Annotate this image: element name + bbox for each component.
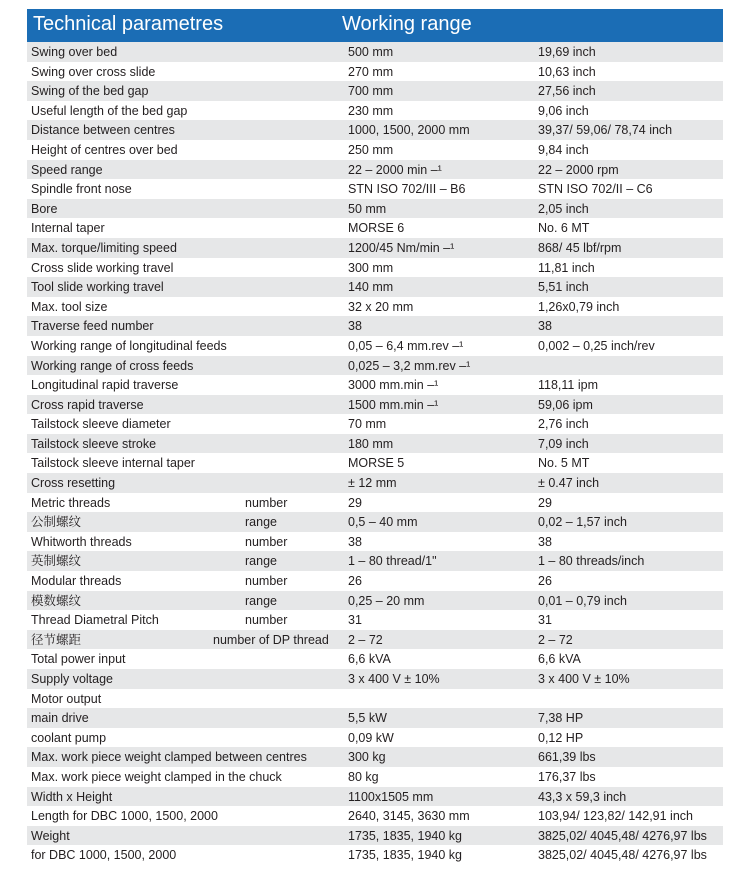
imperial-value: 103,94/ 123,82/ 142,91 inch: [538, 809, 693, 824]
row-sublabel: range: [245, 515, 277, 530]
imperial-value: 868/ 45 lbf/rpm: [538, 240, 622, 255]
metric-value: 6,6 kVA: [348, 652, 391, 667]
imperial-value: 5,51 inch: [538, 280, 589, 295]
row-label: Cross rapid traverse: [31, 397, 144, 412]
technical-parameters-table: [27, 9, 723, 865]
imperial-value: 661,39 lbs: [538, 750, 596, 765]
table-row: [27, 81, 723, 101]
row-sublabel: number: [245, 534, 288, 549]
metric-value: 1735, 1835, 1940 kg: [348, 848, 462, 863]
table-header: [27, 9, 723, 42]
table-row: [27, 649, 723, 669]
imperial-value: 0,002 – 0,25 inch/rev: [538, 338, 655, 353]
row-label: Spindle front nose: [31, 182, 132, 197]
metric-value: 32 x 20 mm: [348, 299, 414, 314]
table-row: [27, 258, 723, 278]
table-row: [27, 689, 723, 709]
imperial-value: 22 – 2000 rpm: [538, 162, 619, 177]
table-row: [27, 375, 723, 395]
row-label: Longitudinal rapid traverse: [31, 378, 179, 393]
table-row: [27, 414, 723, 434]
imperial-value: 9,84 inch: [538, 142, 589, 157]
row-label: Max. work piece weight clamped in the chuck: [31, 769, 282, 784]
imperial-value: 38: [538, 534, 552, 549]
imperial-value: 31: [538, 613, 552, 628]
row-label: Tailstock sleeve stroke: [31, 436, 157, 451]
header-working-range: Working range: [342, 13, 472, 35]
row-label: Cross slide working travel: [31, 260, 174, 275]
imperial-value: 39,37/ 59,06/ 78,74 inch: [538, 123, 673, 138]
metric-value: MORSE 6: [348, 221, 405, 236]
table-row: [27, 238, 723, 258]
metric-value: 3000 mm.min –¹: [348, 378, 439, 393]
row-label: 模数螺纹: [31, 593, 82, 608]
metric-value: 0,25 – 20 mm: [348, 593, 425, 608]
row-label: 径节螺距: [31, 632, 82, 647]
imperial-value: 29: [538, 495, 552, 510]
metric-value: 26: [348, 574, 362, 589]
row-label: Total power input: [31, 652, 126, 667]
table-row: [27, 669, 723, 689]
imperial-value: 118,11 ipm: [538, 378, 598, 393]
row-label: Traverse feed number: [31, 319, 154, 334]
imperial-value: 26: [538, 574, 552, 589]
row-label: Internal taper: [31, 221, 105, 236]
table-row: [27, 787, 723, 807]
table-row: [27, 591, 723, 611]
metric-value: 38: [348, 534, 362, 549]
row-label: Speed range: [31, 162, 103, 177]
imperial-value: 2,05 inch: [538, 201, 589, 216]
imperial-value: No. 6 MT: [538, 221, 590, 236]
row-sublabel: range: [245, 593, 277, 608]
imperial-value: 3 x 400 V ± 10%: [538, 672, 630, 686]
metric-value: MORSE 5: [348, 456, 405, 471]
table-row: [27, 708, 723, 728]
table-row: [27, 218, 723, 238]
metric-value: 31: [348, 613, 362, 628]
row-label: 英制螺纹: [31, 554, 82, 569]
table-row: [27, 297, 723, 317]
metric-value: 1100x1505 mm: [348, 789, 434, 804]
row-label: Supply voltage: [31, 672, 114, 686]
metric-value: 29: [348, 495, 362, 510]
row-sublabel: number: [245, 495, 288, 510]
imperial-value: 3825,02/ 4045,48/ 4276,97 lbs: [538, 848, 707, 863]
metric-value: 250 mm: [348, 142, 394, 157]
row-sublabel: number of DP thread: [213, 632, 329, 647]
row-label: Working range of cross feeds: [31, 358, 194, 373]
table-row: [27, 316, 723, 336]
table-row: [27, 551, 723, 571]
row-label: Whitworth threads: [31, 534, 132, 549]
metric-value: 2 – 72: [348, 632, 383, 647]
metric-value: 700 mm: [348, 84, 394, 99]
table-body: [27, 42, 723, 865]
table-row: [27, 453, 723, 473]
imperial-value: 19,69 inch: [538, 45, 596, 59]
row-label: 公制螺纹: [31, 515, 82, 530]
imperial-value: 0,12 HP: [538, 730, 584, 745]
metric-value: 500 mm: [348, 45, 394, 59]
table-row: [27, 473, 723, 493]
row-label: Width x Height: [31, 789, 113, 804]
metric-value: 3 x 400 V ± 10%: [348, 672, 440, 686]
table-row: [27, 140, 723, 160]
imperial-value: ± 0.47 inch: [538, 476, 600, 491]
imperial-value: 3825,02/ 4045,48/ 4276,97 lbs: [538, 828, 707, 843]
row-label: Tailstock sleeve internal taper: [31, 456, 195, 471]
imperial-value: 7,09 inch: [538, 436, 589, 451]
row-sublabel: number: [245, 574, 288, 589]
table-row: [27, 101, 723, 121]
metric-value: 0,05 – 6,4 mm.rev –¹: [348, 338, 464, 353]
row-label: Weight: [31, 828, 70, 843]
imperial-value: 0,01 – 0,79 inch: [538, 593, 627, 608]
metric-value: 22 – 2000 min –¹: [348, 162, 442, 177]
imperial-value: 176,37 lbs: [538, 769, 596, 784]
metric-value: 0,025 – 3,2 mm.rev –¹: [348, 358, 471, 373]
row-label: Max. torque/limiting speed: [31, 240, 177, 255]
table-row: [27, 42, 723, 62]
metric-value: 230 mm: [348, 103, 394, 118]
imperial-value: 38: [538, 319, 552, 334]
imperial-value: 7,38 HP: [538, 711, 584, 726]
row-label: Thread Diametral Pitch: [31, 613, 159, 628]
table-row: [27, 434, 723, 454]
imperial-value: 43,3 x 59,3 inch: [538, 789, 627, 804]
table-row: [27, 767, 723, 787]
imperial-value: 0,02 – 1,57 inch: [538, 515, 627, 530]
row-label: Cross resetting: [31, 476, 116, 491]
imperial-value: 6,6 kVA: [538, 652, 581, 667]
metric-value: STN ISO 702/III – B6: [348, 182, 466, 197]
table-row: [27, 356, 723, 376]
metric-value: 1000, 1500, 2000 mm: [348, 123, 470, 138]
row-label: Useful length of the bed gap: [31, 103, 188, 118]
row-sublabel: number: [245, 613, 288, 628]
table-row: [27, 806, 723, 826]
table-row: [27, 199, 723, 219]
metric-value: 5,5 kW: [348, 711, 387, 726]
table-row: [27, 160, 723, 180]
metric-value: 50 mm: [348, 201, 387, 216]
row-label: Max. tool size: [31, 299, 108, 314]
imperial-value: 2,76 inch: [538, 417, 589, 432]
row-label: main drive: [31, 711, 89, 726]
table-row: [27, 336, 723, 356]
metric-value: 300 kg: [348, 750, 386, 765]
row-label: Tailstock sleeve diameter: [31, 417, 171, 432]
row-label: Max. work piece weight clamped between centres: [31, 750, 307, 765]
imperial-value: 10,63 inch: [538, 64, 596, 79]
table-row: [27, 532, 723, 552]
table-row: [27, 747, 723, 767]
row-label: Height of centres over bed: [31, 142, 178, 157]
metric-value: 1 – 80 thread/1": [348, 554, 437, 569]
table-row: [27, 571, 723, 591]
table-row: [27, 395, 723, 415]
metric-value: 180 mm: [348, 436, 394, 451]
header-technical-parametres: Technical parametres: [33, 13, 224, 35]
metric-value: 300 mm: [348, 260, 394, 275]
row-label: Working range of longitudinal feeds: [31, 338, 227, 353]
table-row: [27, 826, 723, 846]
table-row: [27, 179, 723, 199]
row-label: Swing over bed: [31, 45, 118, 59]
table-row: [27, 493, 723, 513]
metric-value: 140 mm: [348, 280, 394, 295]
row-label: Distance between centres: [31, 123, 175, 138]
imperial-value: 59,06 ipm: [538, 397, 593, 412]
metric-value: 2640, 3145, 3630 mm: [348, 809, 470, 824]
row-label: Modular threads: [31, 574, 122, 589]
imperial-value: No. 5 MT: [538, 456, 590, 471]
table-row: [27, 277, 723, 297]
row-label: Swing of the bed gap: [31, 84, 149, 99]
table-row: [27, 845, 723, 865]
metric-value: 38: [348, 319, 362, 334]
metric-value: 1200/45 Nm/min –¹: [348, 240, 455, 255]
table-row: [27, 610, 723, 630]
metric-value: 1500 mm.min –¹: [348, 397, 439, 412]
imperial-value: 1 – 80 threads/inch: [538, 554, 645, 569]
row-sublabel: range: [245, 554, 277, 569]
row-label: Bore: [31, 201, 58, 216]
row-label: Metric threads: [31, 495, 111, 510]
imperial-value: 27,56 inch: [538, 84, 596, 99]
table-row: [27, 512, 723, 532]
imperial-value: 1,26x0,79 inch: [538, 299, 620, 314]
imperial-value: 9,06 inch: [538, 103, 589, 118]
imperial-value: STN ISO 702/II – C6: [538, 182, 653, 197]
table-row: [27, 630, 723, 650]
row-label: for DBC 1000, 1500, 2000: [31, 848, 177, 863]
row-label: coolant pump: [31, 730, 107, 745]
row-label: Swing over cross slide: [31, 64, 156, 79]
metric-value: 80 kg: [348, 769, 379, 784]
metric-value: 1735, 1835, 1940 kg: [348, 828, 462, 843]
table-row: [27, 120, 723, 140]
metric-value: 0,09 kW: [348, 730, 394, 745]
metric-value: 0,5 – 40 mm: [348, 515, 418, 530]
imperial-value: 11,81 inch: [538, 260, 595, 275]
metric-value: 270 mm: [348, 64, 394, 79]
imperial-value: 2 – 72: [538, 632, 573, 647]
row-label: Motor output: [31, 691, 102, 706]
metric-value: 70 mm: [348, 417, 387, 432]
row-label: Tool slide working travel: [31, 280, 164, 295]
row-label: Length for DBC 1000, 1500, 2000: [31, 809, 218, 824]
metric-value: ± 12 mm: [348, 476, 397, 491]
table-row: [27, 62, 723, 82]
table-row: [27, 728, 723, 748]
